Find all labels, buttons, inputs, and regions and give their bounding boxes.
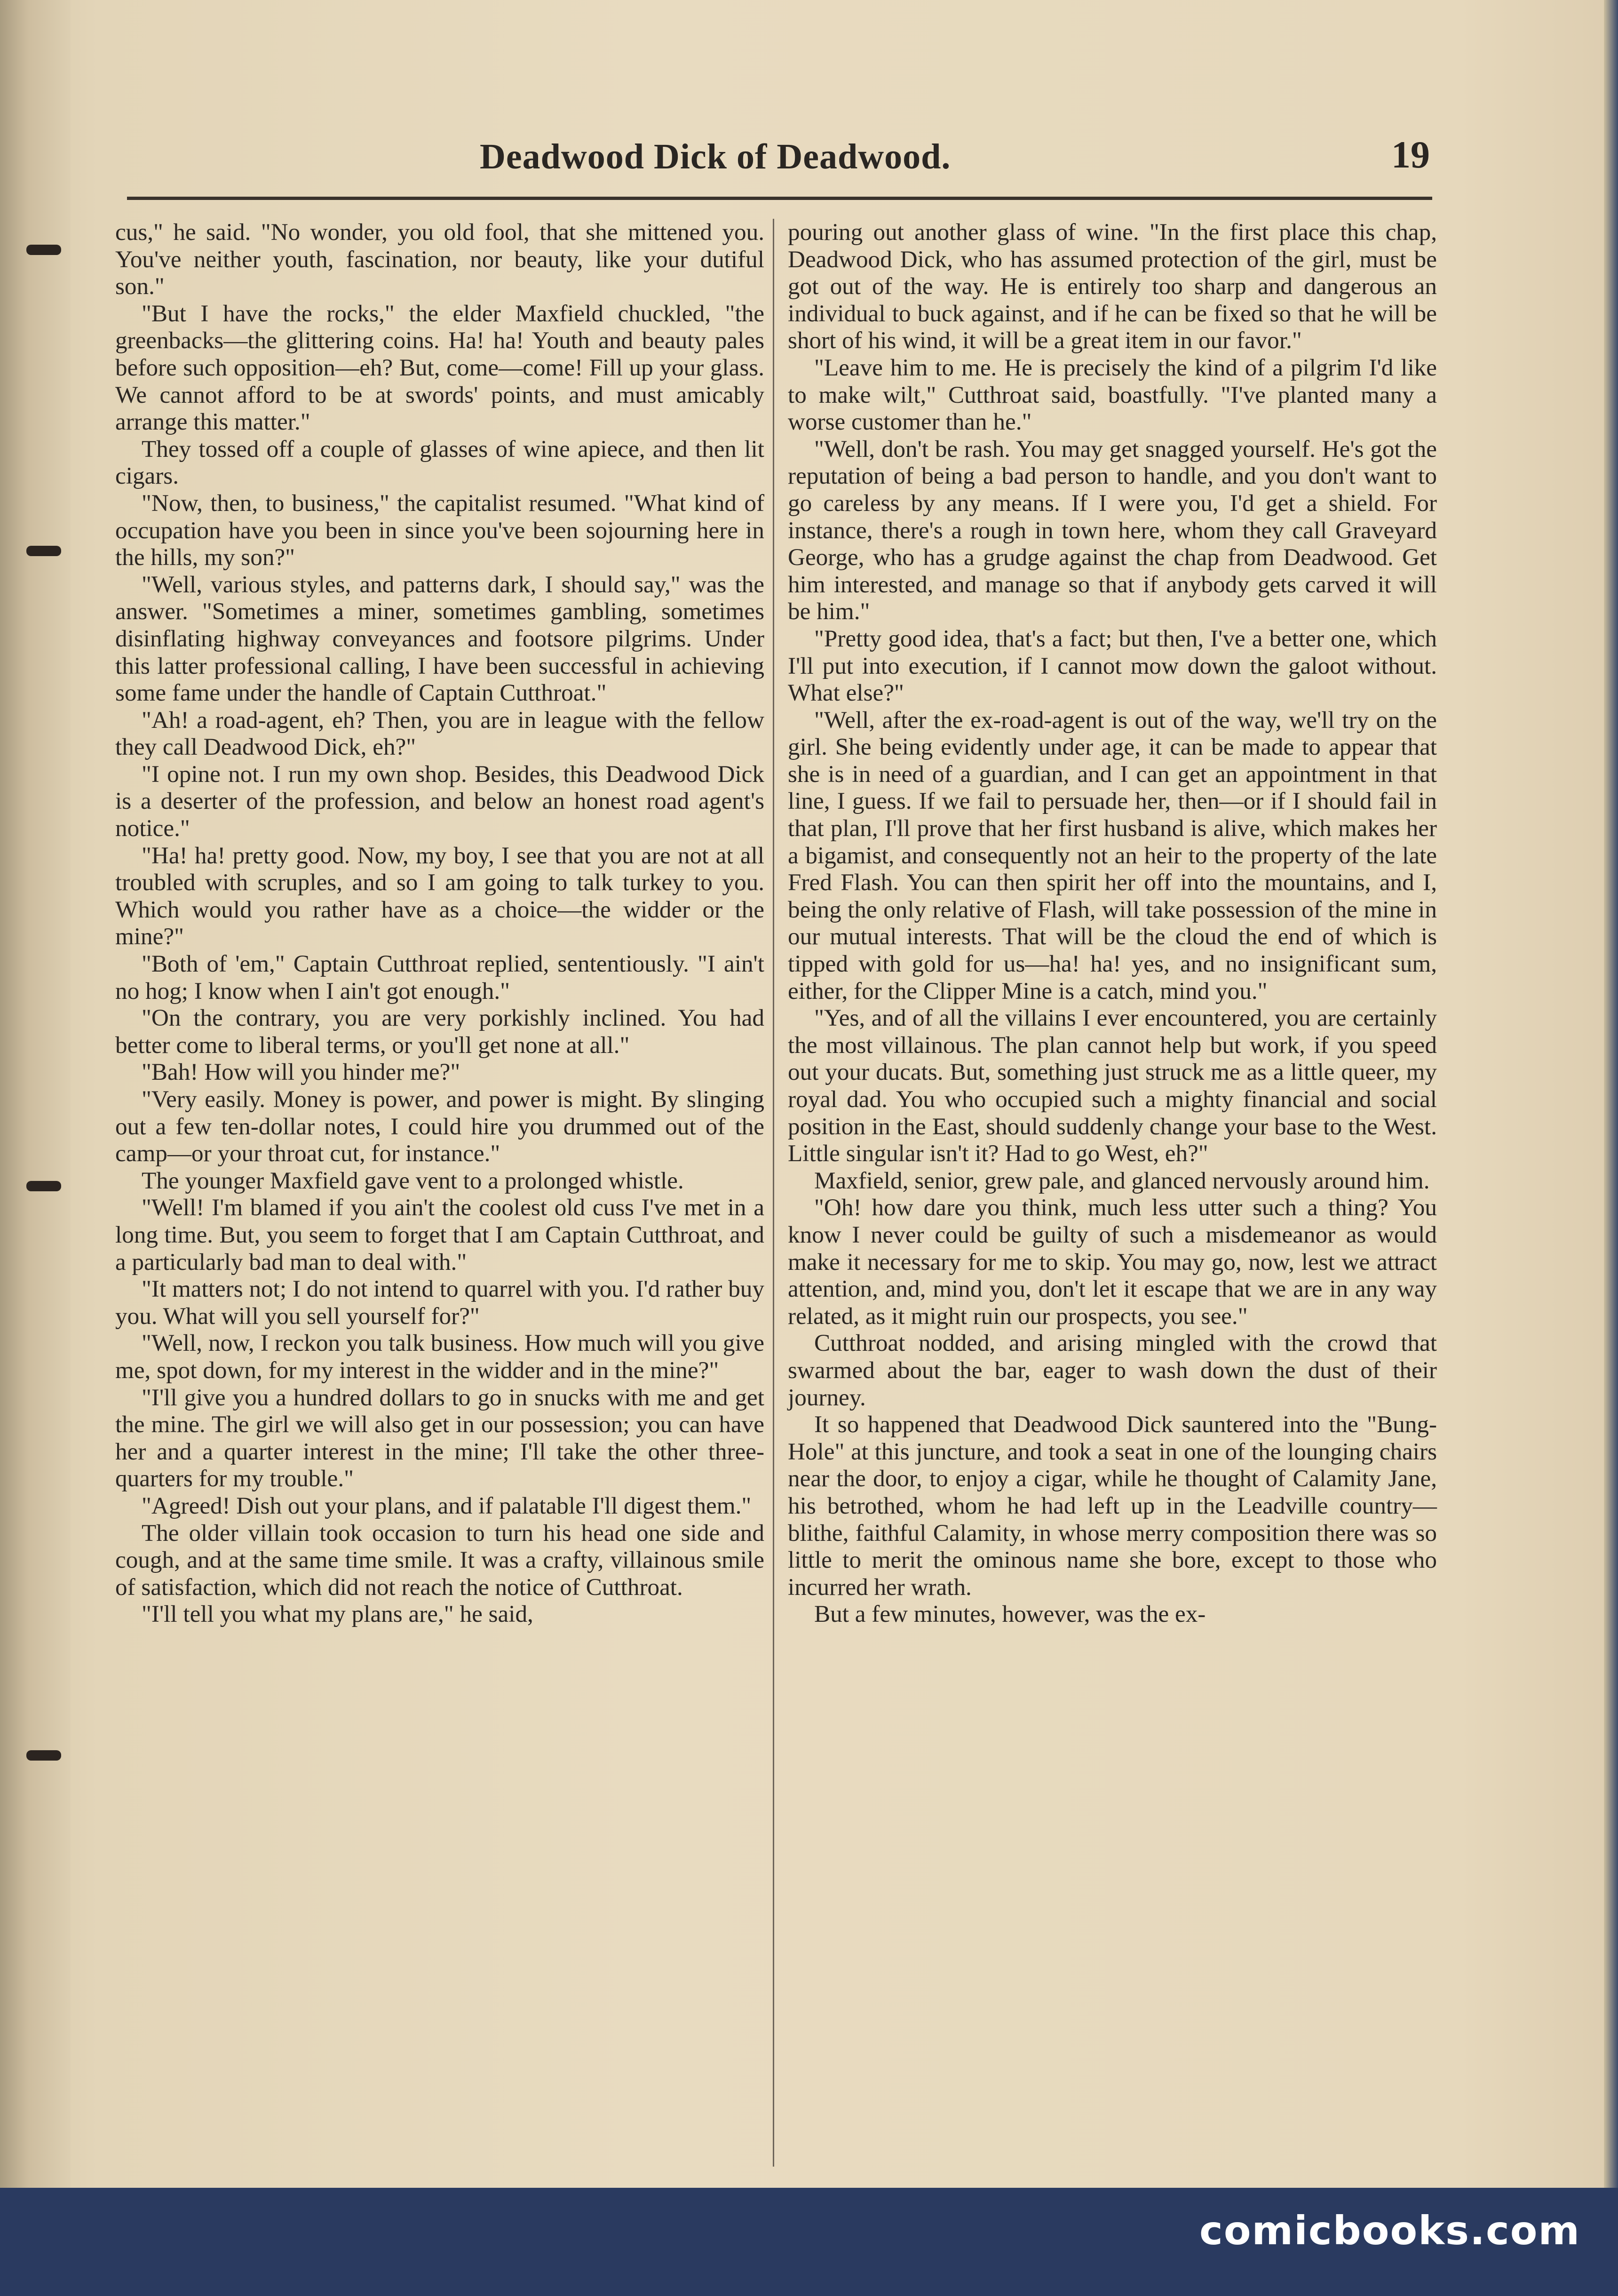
paragraph: "Well, now, I reckon you talk business. How much will you give me, spot down, for my interest in the widder and in the mine?" [115, 1330, 764, 1384]
binding-stitch [26, 245, 61, 255]
paragraph: It so happened that Deadwood Dick sauntered into the "Bung-Hole" at this juncture, and took a seat in one of the lounging chairs near the door, to enjoy a cigar, while he thought of Calamity Jane, his betrothed, whom he had left up in the Leadville country—blithe, faithful Calamity, in whose merry composition there was so little to merit the ominous name she bore, except to those who incurred her wrath. [788, 1411, 1437, 1601]
paragraph: "Ah! a road-agent, eh? Then, you are in league with the fellow they call Deadwood Dick, eh?" [115, 706, 764, 761]
paragraph: "I'll give you a hundred dollars to go in snucks with me and get the mine. The girl we will also get in our possession; you can have her and a quarter interest in the mine; I'll take the other three-quarters for my trouble." [115, 1384, 764, 1492]
header-rule [127, 197, 1432, 200]
paragraph: "Pretty good idea, that's a fact; but then, I've a better one, which I'll put into execution, if I cannot mow down the galoot without. What else?" [788, 625, 1437, 707]
paragraph: They tossed off a couple of glasses of wine apiece, and then lit cigars. [115, 435, 764, 490]
page-number: 19 [1391, 133, 1430, 176]
page-header [113, 127, 1430, 198]
paragraph: "I'll tell you what my plans are," he said, [142, 1601, 533, 1628]
paragraph: "But I have the rocks," the elder Maxfield chuckled, "the greenbacks—the glittering coins. Ha! ha! Youth and beauty pales before such opposition—eh? But, come—come! Fill up your glass. We cannot afford to be at swords' points, and must amicably arrange this matter." [115, 300, 764, 436]
column-divider [773, 219, 774, 2167]
paragraph: "Very easily. Money is power, and power is might. By slinging out a few ten-dollar notes, I could hire you drummed out of the camp—or your throat cut, for instance." [115, 1086, 764, 1167]
paragraph: "Well, various styles, and patterns dark, I should say," was the answer. "Sometimes a miner, sometimes gambling, sometimes disinflating highway conveyances and footsore pilgrims. Under this latter professional calling, I have been successful in achieving some fame under the handle of Captain Cutthroat." [115, 571, 764, 707]
paragraph: pouring out another glass of wine. "In the first place this chap, Deadwood Dick, who has assumed protection of the girl, must be got out of the way. He is entirely too sharp and dangerous an individual to buck against, and if he can be fixed so that he will be short of his wind, it will be a great item in our favor." [788, 219, 1437, 354]
binding-gutter [0, 0, 71, 2296]
paragraph: "Oh! how dare you think, much less utter such a thing? You know I never could be guilty of such a misdemeanor as would make it necessary for me to skip. You may go, now, lest we attract attention, and, mind you, don't let it escape that we are in any way related, as it might ruin our prospects, you see." [788, 1194, 1437, 1330]
page-edge [1604, 0, 1618, 2296]
paragraph: The younger Maxfield gave vent to a prolonged whistle. [142, 1167, 684, 1194]
paragraph: "Agreed! Dish out your plans, and if palatable I'll digest them." [142, 1492, 752, 1519]
paragraph: "I opine not. I run my own shop. Besides, this Deadwood Dick is a deserter of the profession, and below an honest road agent's notice." [115, 760, 764, 842]
paragraph: Maxfield, senior, grew pale, and glanced nervously around him. [814, 1167, 1430, 1194]
paragraph: "It matters not; I do not intend to quarrel with you. I'd rather buy you. What will you sell yourself for?" [115, 1276, 764, 1330]
paragraph: "Well! I'm blamed if you ain't the coolest old cuss I've met in a long time. But, you seem to forget that I am Captain Cutthroat, and a particularly bad man to deal with." [115, 1194, 764, 1276]
running-title: Deadwood Dick of Deadwood. [480, 137, 951, 176]
paragraph: But a few minutes, however, was the ex- [814, 1601, 1206, 1628]
paragraph: "Bah! How will you hinder me?" [142, 1059, 460, 1086]
paragraph: "Ha! ha! pretty good. Now, my boy, I see that you are not at all troubled with scruples, and so I am going to talk turkey to you. Which would you rather have as a choice—the widder or the mine?" [115, 842, 764, 950]
right-column [788, 219, 1437, 1628]
binding-stitch [26, 546, 61, 556]
paragraph: "Well, don't be rash. You may get snagged yourself. He's got the reputation of being a bad person to handle, and you don't want to go careless by any means. If I were you, I'd get a shield. For instance, there's a rough in town here, whom they call Graveyard George, who has a grudge against the chap from Deadwood. Get him interested, and manage so that if anybody gets carved it will be him." [788, 435, 1437, 625]
paragraph: "Now, then, to business," the capitalist resumed. "What kind of occupation have you been in since you've been sojourning here in the hills, my son?" [115, 489, 764, 571]
paragraph: "On the contrary, you are very porkishly inclined. You had better come to liberal terms, or you'll get none at all." [115, 1004, 764, 1059]
paragraph: "Leave him to me. He is precisely the kind of a pilgrim I'd like to make wilt," Cutthroat said, boastfully. "I've planted many a worse customer than he." [788, 354, 1437, 436]
left-column [115, 219, 764, 1628]
paragraph: The older villain took occasion to turn his head one side and cough, and at the same time smile. It was a crafty, villainous smile of satisfaction, which did not reach the notice of Cutthroat. [115, 1519, 764, 1601]
paragraph: "Both of 'em," Captain Cutthroat replied, sententiously. "I ain't no hog; I know when I ain't got enough." [115, 950, 764, 1004]
watermark: comicbooks.com [1199, 2208, 1580, 2254]
binding-stitch [26, 1181, 61, 1191]
paragraph: Cutthroat nodded, and arising mingled with the crowd that swarmed about the bar, eager to wash down the dust of their journey. [788, 1330, 1437, 1411]
paragraph: cus," he said. "No wonder, you old fool, that she mittened you. You've neither youth, fascination, nor beauty, like your dutiful son." [115, 219, 764, 300]
paragraph: "Well, after the ex-road-agent is out of the way, we'll try on the girl. She being evidently under age, it can be made to appear that she is in need of a guardian, and I can get an appointment in that line, I guess. If we fail to persuade her, then—or if I should fail in that plan, I'll prove that her first husband is alive, which makes her a bigamist, and consequently not an heir to the property of the late Fred Flash. You can then spirit her off into the mountains, and I, being the only relative of Flash, will take possession of the mine in our mutual interests. That will be the cloud the end of which is tipped with gold for us—ha! ha! yes, and no insignificant sum, either, for the Clipper Mine is a catch, mind you." [788, 706, 1437, 1004]
binding-stitch [26, 1750, 61, 1761]
paragraph: "Yes, and of all the villains I ever encountered, you are certainly the most villainous. The plan cannot help but work, if you speed out your ducats. But, something just struck me as a little queer, my royal dad. You who occupied such a mighty financial and social position in the East, should suddenly change your base to the West. Little singular isn't it? Had to go West, eh?" [788, 1004, 1437, 1167]
